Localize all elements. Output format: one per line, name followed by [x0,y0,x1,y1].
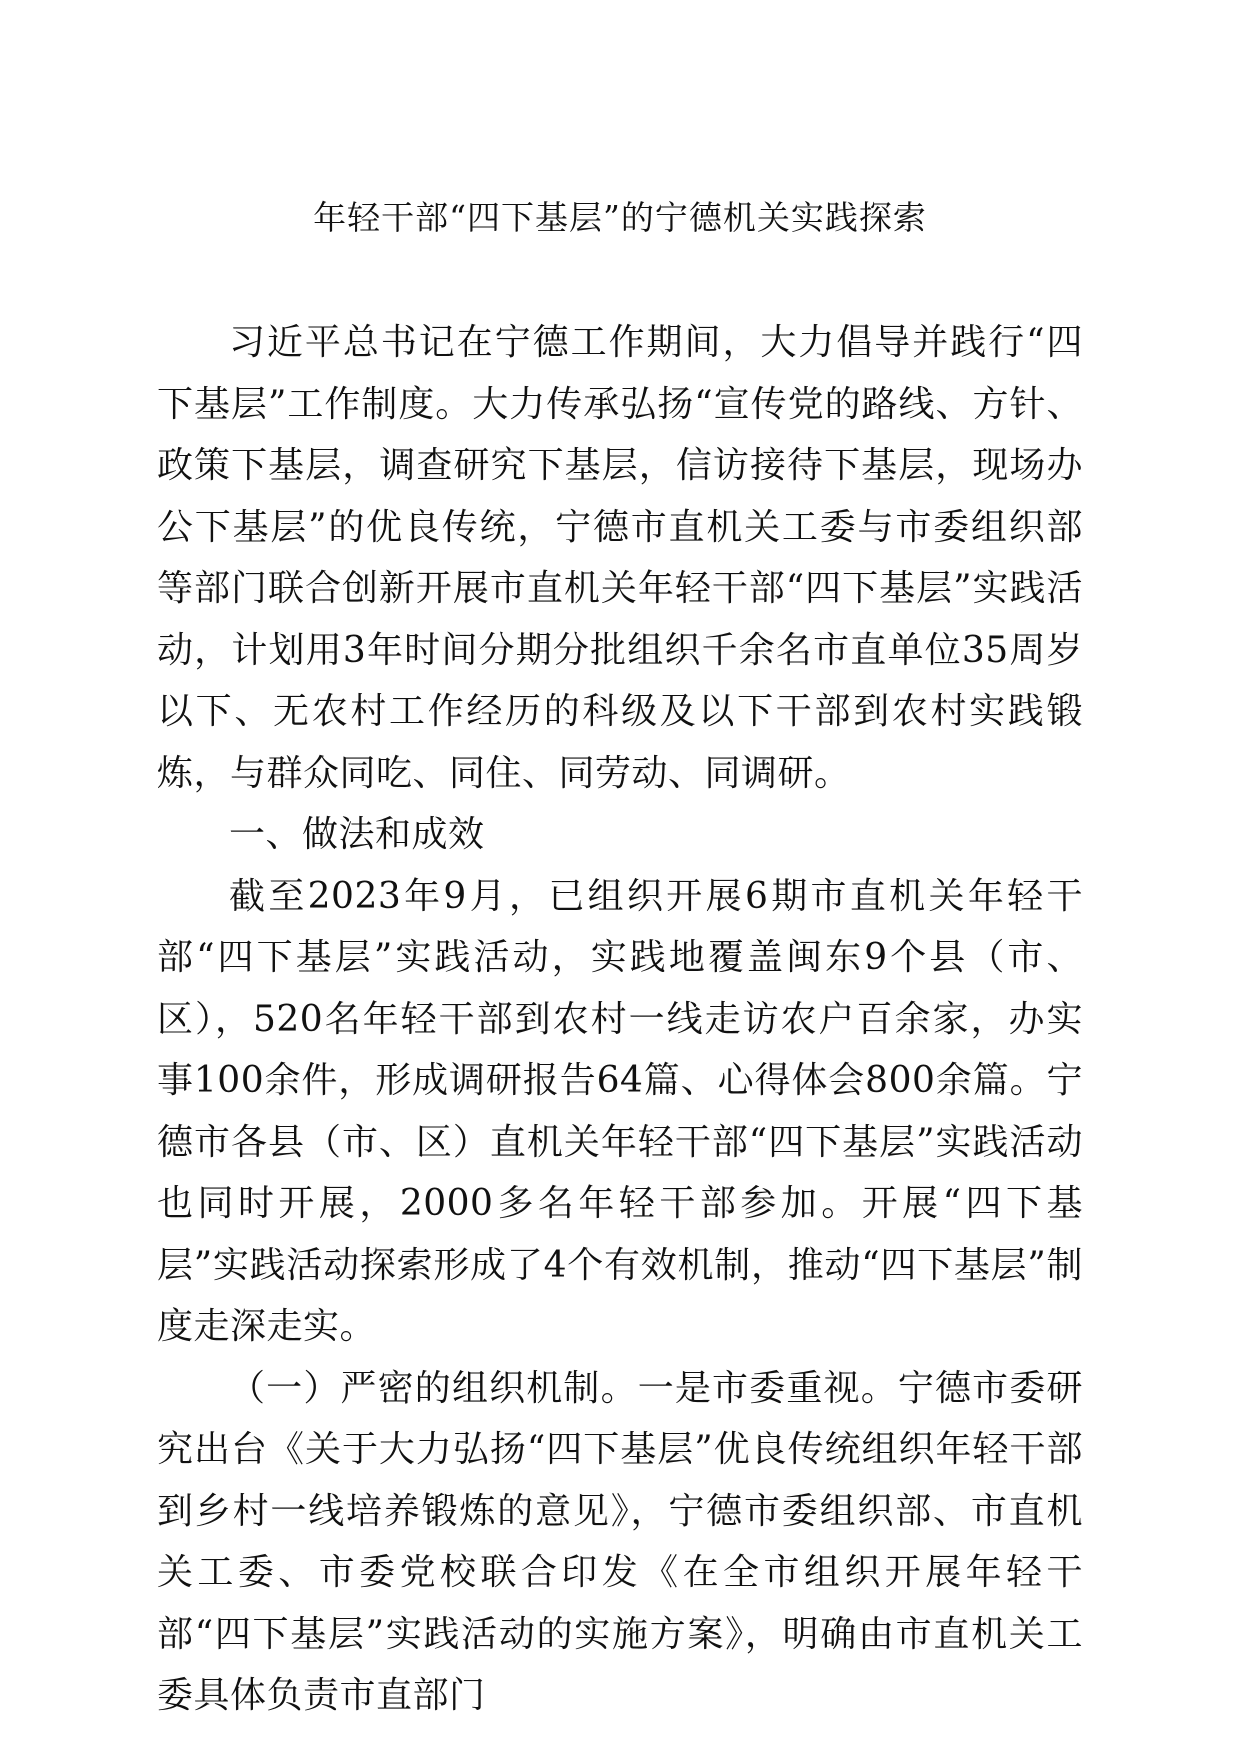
document-body [157,312,1083,1727]
paragraph-results: 截至2023年9月，已组织开展6期市直机关年轻干部“四下基层”实践活动，实践地覆盖闽东9个县（市、区），520名年轻干部到农村一线走访农户百余家，办实事100余件，形成调研报告64篇、心得体会800余篇。宁德市各县（市、区）直机关年轻干部“四下基层”实践活动也同时开展，2000多名年轻干部参加。开展“四下基层”实践活动探索形成了4个有效机制，推动“四下基层”制度走深走实。 [157,875,1083,1347]
document-title: 年轻干部“四下基层”的宁德机关实践探索 [313,198,927,237]
paragraph-intro: 习近平总书记在宁德工作期间，大力倡导并践行“四下基层”工作制度。大力传承弘扬“宣传党的路线、方针、政策下基层，调查研究下基层，信访接待下基层，现场办公下基层”的优良传统，宁德市直机关工委与市委组织部等部门联合创新开展市直机关年轻干部“四下基层”实践活动，计划用3年时间分期分批组织千余名市直单位35周岁以下、无农村工作经历的科级及以下干部到农村实践锻炼，与群众同吃、同住、同劳动、同调研。 [157,322,1083,794]
section-heading-practice-results: 一、做法和成效 [229,814,485,855]
paragraph-organization-mechanism: （一）严密的组织机制。一是市委重视。宁德市委研究出台《关于大力弘扬“四下基层”优良传统组织年轻干部到乡村一线培养锻炼的意见》，宁德市委组织部、市直机关工委、市委党校联合印发《在全市组织开展年轻干部“四下基层”实践活动的实施方案》，明确由市直机关工委具体负责市直部门 [157,1367,1083,1716]
